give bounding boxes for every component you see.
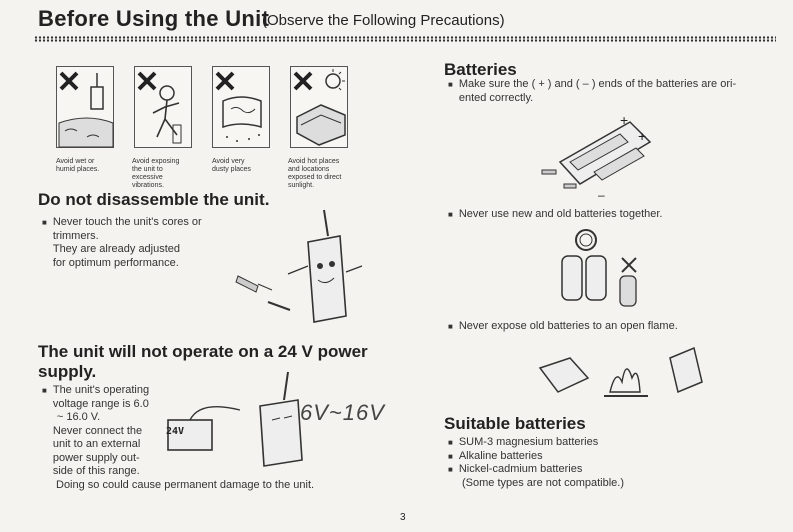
page-title: Before Using the Unit [38, 6, 270, 31]
text-line: power supply out- [52, 451, 140, 464]
dotted-divider [34, 36, 776, 42]
minus-symbol: – [598, 188, 605, 202]
text-line: ented correctly. [458, 91, 534, 104]
disassemble-text [42, 216, 202, 270]
batteries-heading: Batteries [444, 60, 517, 79]
caption-line: humid places. [56, 166, 100, 173]
vibration-illustration [134, 66, 192, 148]
text-line: Nickel-cadmium batteries [458, 463, 583, 475]
caption-line: and locations [288, 166, 330, 173]
bullet-icon: ■ [448, 465, 453, 474]
vibration-drawing [135, 67, 193, 149]
caption-wet [56, 158, 99, 174]
bullet-icon: ■ [448, 451, 453, 461]
wet-places-drawing [57, 67, 115, 149]
caption-line: Avoid wet or [56, 158, 95, 165]
plus-symbol: + [620, 112, 629, 128]
text-line: SUM-3 magnesium batteries [458, 436, 599, 448]
battery-mix-drawing [530, 226, 660, 316]
text-line: Alkaline batteries [458, 449, 543, 462]
text-line: unit to an external [52, 438, 141, 450]
power-warning: Doing so could cause permanent damage to the unit. [56, 479, 315, 491]
text-line: ~ 16.0 V. [56, 411, 101, 423]
caption-heat [288, 158, 341, 190]
bullet-icon: ■ [42, 218, 47, 227]
text-line: The unit's operating [52, 384, 150, 396]
dusty-places-illustration [212, 66, 270, 148]
disassemble-bullet [42, 216, 202, 270]
caption-line: Avoid hot places [288, 158, 340, 165]
disassemble-illustration [228, 206, 368, 336]
text-line: trimmers. [52, 229, 99, 242]
suitable-item [448, 436, 624, 450]
no-mix-warning [448, 208, 662, 222]
suitable-note: (Some types are not compatible.) [462, 476, 625, 489]
heading-line: The unit will not operate on a 24 V power [38, 342, 368, 361]
page-subtitle: (Observe the Following Precautions) [262, 12, 505, 29]
text-line: Never use new and old batteries together. [458, 208, 663, 220]
suitable-item [448, 450, 624, 464]
text-line: Never expose old batteries to an open flame. [458, 320, 678, 332]
caption-line: vibrations. [132, 182, 164, 189]
page-number: 3 [400, 512, 406, 523]
orientation-lines [459, 78, 736, 105]
power-lines [53, 384, 149, 479]
voltage-range-label: 6V~16V [300, 400, 385, 425]
text-line: Never touch the unit's cores or [52, 216, 202, 228]
no-mix-bullet [448, 208, 662, 222]
suitable-heading: Suitable batteries [444, 414, 586, 433]
hot-places-illustration [290, 66, 348, 148]
text-line: Never connect the [52, 424, 143, 437]
bullet-icon: ■ [448, 322, 453, 331]
disassemble-heading: Do not disassemble the unit. [38, 190, 270, 209]
no-flame-warning [448, 320, 678, 334]
battery-flame-illustration [530, 338, 720, 404]
bullet-icon: ■ [448, 210, 453, 219]
bullet-icon: ■ [42, 386, 47, 395]
battery-mix-illustration [530, 226, 660, 316]
plus-symbol-2: + [638, 128, 647, 144]
battery-flame-drawing [530, 338, 720, 404]
caption-line: Avoid very [212, 158, 245, 165]
radio-cartoon-drawing [228, 206, 368, 336]
battery-insert-drawing [540, 112, 670, 192]
power-bullet [42, 384, 149, 479]
caption-line: exposed to direct [288, 174, 342, 181]
orientation-bullet [448, 78, 736, 105]
battery-insert-illustration [540, 112, 670, 192]
caption-line: the unit to [132, 166, 163, 173]
suitable-list [448, 436, 624, 490]
text-line: for optimum performance. [52, 256, 179, 269]
hot-places-drawing [291, 67, 349, 149]
bullet-icon: ■ [448, 80, 453, 89]
caption-line: dusty places [212, 166, 251, 173]
power-text [42, 384, 149, 479]
suitable-item [448, 463, 624, 477]
caption-line: sunlight. [288, 182, 315, 189]
disassemble-lines [53, 216, 202, 270]
text-line: side of this range. [52, 465, 140, 477]
no-flame-bullet [448, 320, 678, 334]
caption-line: Avoid exposing [132, 158, 180, 165]
caption-dust [212, 158, 251, 174]
text-line: voltage range is 6.0 [52, 397, 149, 410]
dusty-places-drawing [213, 67, 271, 149]
batteries-orientation [448, 78, 736, 105]
bullet-icon: ■ [448, 438, 453, 447]
volt-label: 24V [166, 426, 185, 437]
text-line: Make sure the ( + ) and ( – ) ends of the batteries are ori- [458, 78, 737, 90]
wet-places-illustration [56, 66, 114, 148]
heading-line: supply. [38, 362, 97, 381]
text-line: They are already adjusted [52, 243, 181, 255]
caption-line: excessive [132, 174, 163, 181]
caption-vibration [132, 158, 179, 190]
